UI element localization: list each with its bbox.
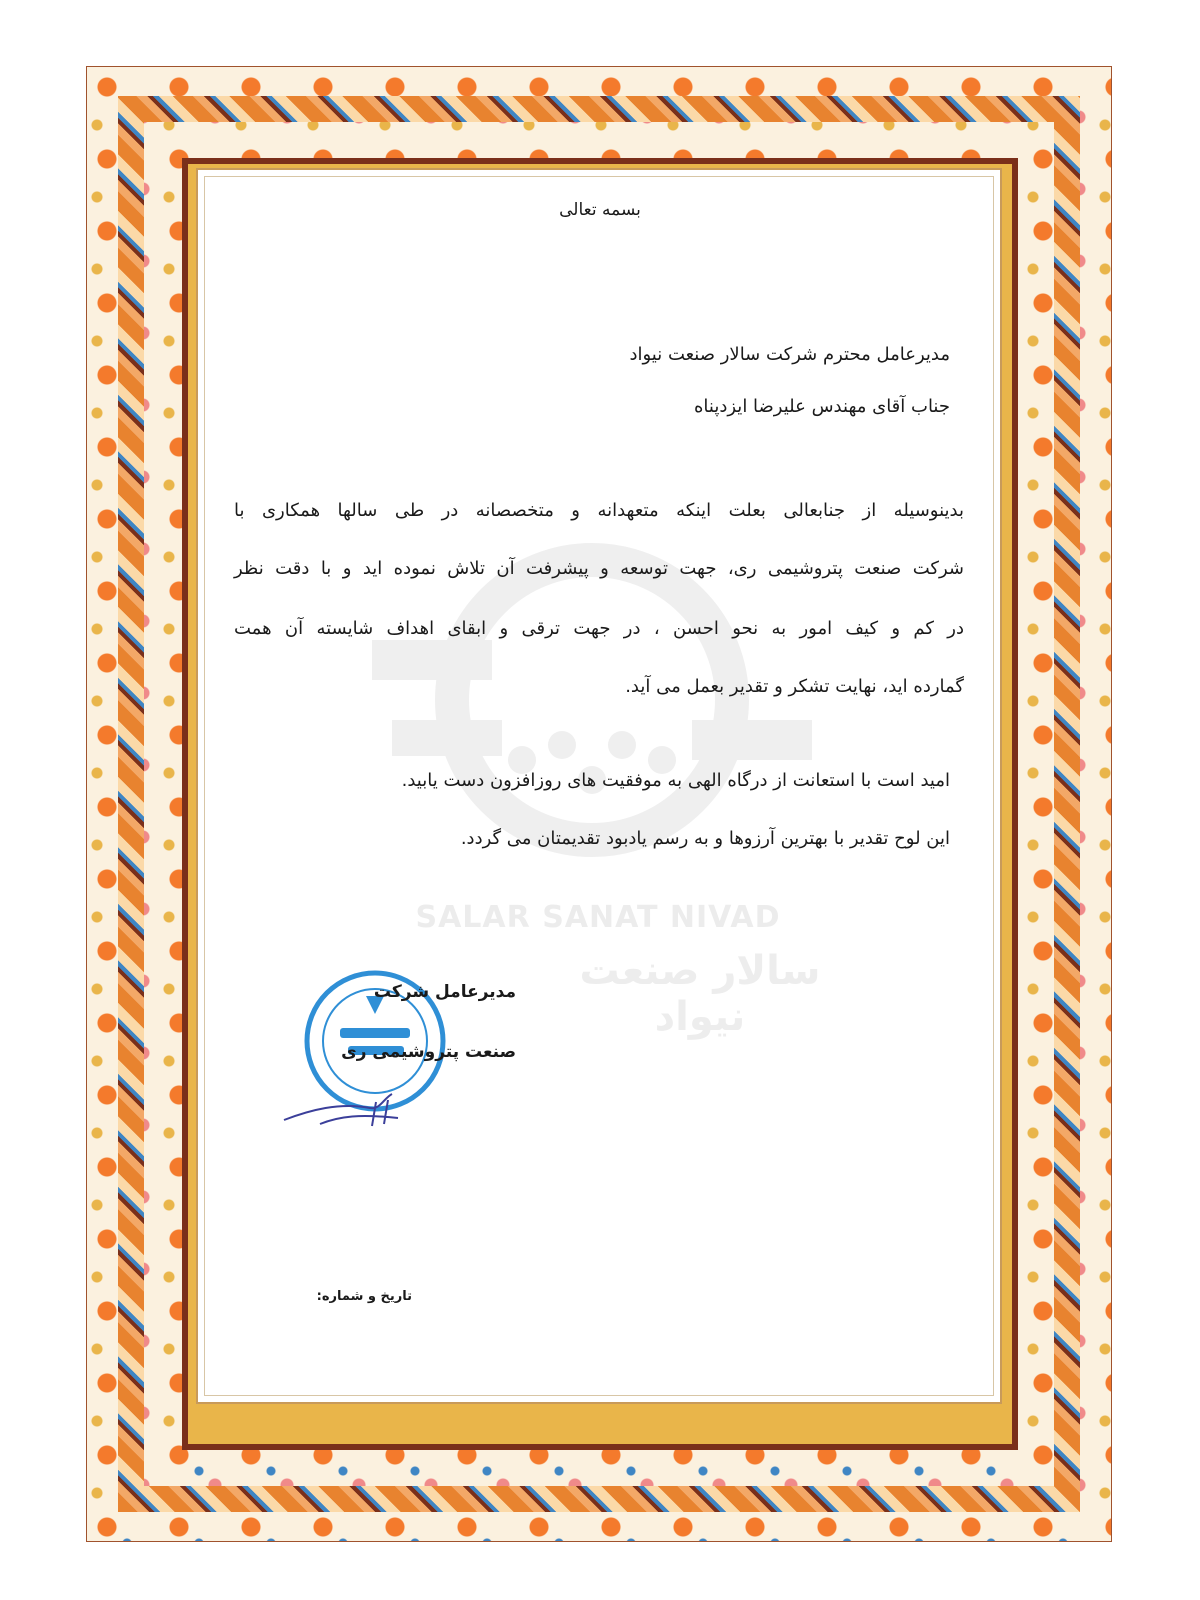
body-line-2: شرکت صنعت پتروشیمی ری، جهت توسعه و پیشرفت آن تلاش نموده اید و با دقت نظر bbox=[234, 558, 964, 579]
letter-heading: بسمه تعالی bbox=[559, 200, 641, 220]
closing-line-2: این لوح تقدیر با بهترین آرزوها و به رسم یادبود تقدیمتان می گردد. bbox=[460, 828, 950, 849]
date-and-number-label: تاریخ و شماره: bbox=[316, 1289, 412, 1304]
handwritten-signature-icon bbox=[280, 1080, 410, 1140]
signature-title-line-1: مدیرعامل شرکت bbox=[373, 982, 516, 1002]
addressee-line-2: جناب آقای مهندس علیرضا ایزدپناه bbox=[694, 396, 950, 417]
closing-line-1: امید است با استعانت از درگاه الهی به موفقیت های روزافزون دست یابید. bbox=[401, 770, 950, 791]
addressee-line-1: مدیرعامل محترم شرکت سالار صنعت نیواد bbox=[629, 344, 950, 365]
body-line-4: گمارده اید، نهایت تشکر و تقدیر بعمل می آید. bbox=[625, 676, 964, 697]
body-line-3: در کم و کیف امور به نحو احسن ، در جهت ترقی و ابقای اهداف شایسته آن همت bbox=[234, 618, 964, 639]
watermark-text-english: SALAR SANAT NIVAD bbox=[415, 900, 781, 935]
body-line-1: بدینوسیله از جنابعالی بعلت اینکه متعهدانه و متخصصانه در طی سالها همکاری با bbox=[234, 500, 964, 521]
signature-title-line-2: صنعت پتروشیمی ری bbox=[341, 1042, 516, 1062]
watermark-text-persian: سالار صنعت نیواد bbox=[579, 948, 821, 1040]
